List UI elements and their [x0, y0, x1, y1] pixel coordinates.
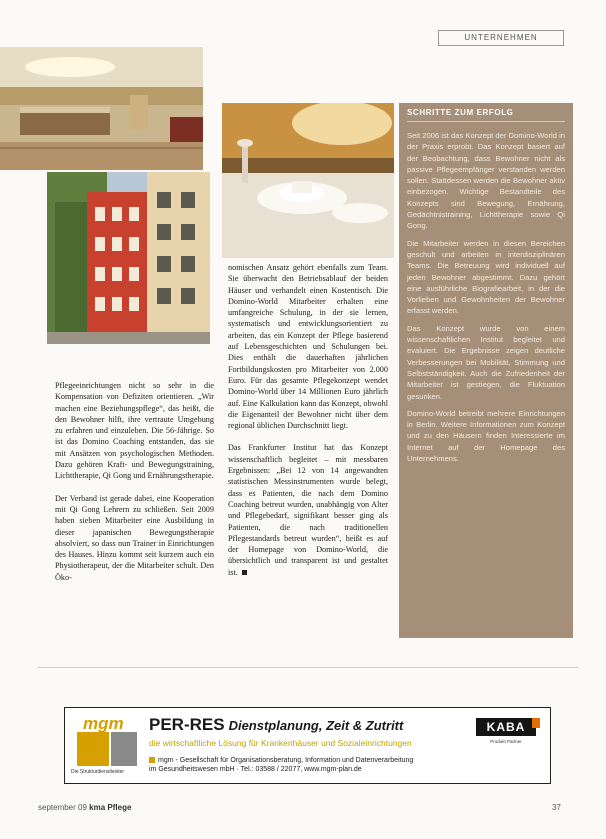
- sidebar-paragraph: Domino-World betreibt mehrere Einrichtungen in Berlin. Weitere Informationen zum Konzept und zu den Häusern finden Interessierte im Internet auf der Homepage des Unternehmens.: [407, 408, 565, 464]
- mgm-logo: [71, 714, 143, 776]
- kaba-caption: Produkt Partner: [490, 739, 522, 744]
- article-column-left: [55, 380, 214, 594]
- kaba-logo: KABA: [476, 718, 536, 736]
- mgm-logo-caption: Die Strukturdienstleister: [71, 769, 125, 775]
- paragraph: Pflegeeinrichtungen nicht so sehr in die Kompensation von Defiziten orientieren. „Wir machen eine Beziehungspflege“, das heißt, die den Bewohner hilft, ihre vertraute Umgebung zu erfahren und einzuleben. Die 56-Jährige. So ist das Domino Coaching entstanden, das sie mit Ansätzen von psychologischen Methoden. Dazu gehören Kraft- und Bewegungstraining, Lichttherapie, Qi Gong und Ernährungstherapie.: [55, 381, 214, 481]
- sidebar-paragraph: Seit 2006 ist das Konzept der Domino-World in der Praxis erprobt. Das Konzept basiert auf der Beobachtung, dass Bewohner nicht als passive Pflegeempfänger verstanden werden sollen. Stattdessen werden die Bewohner aktiv einbezogen. Wichtige Bestandteile des Konzepts sind Bewegung, Ernährung, Gedächtnistraining, Lichttherapie sowie Qi Gong.: [407, 131, 565, 231]
- article-column-mid: [228, 262, 388, 578]
- mgm-logo-text: mgm: [83, 714, 124, 733]
- footer-issue-date: september 09: [38, 803, 87, 812]
- ad-company-info: [149, 756, 449, 774]
- separator-rule: [38, 667, 578, 668]
- page-number: 37: [552, 803, 561, 812]
- ad-title-main: PER-RES: [149, 715, 225, 734]
- advertisement[interactable]: [64, 707, 551, 784]
- sidebar-body: [407, 130, 565, 464]
- lobby-photo: [0, 47, 203, 170]
- building-photo: [47, 172, 210, 344]
- paragraph-text: Das Frankfurter Institut hat das Konzept wissenschaftlich begleitet – mit messbaren Ergebnissen: „Bei 12 von 14 angewandten statistischen Messinstrumenten wurde belegt, dass es Patienten, die nach dem Domino Coaching betreut wurden, unabhängig von Alter und Pflegebedarf, signifikant besser ging als Patienten, die nach traditionellen Pflegestandards betreut wurden“, heißt es auf der Homepage von Domino-World, die übersichtlich und transparent ist und gestaltet ist.: [228, 443, 388, 577]
- paragraph: [228, 442, 388, 578]
- sidebar-box: [399, 103, 573, 638]
- footer-magazine: kma Pflege: [89, 803, 132, 812]
- sidebar-paragraph: Das Konzept wurde von einem wissenschaftlichen Institut begleitet und evaluiert. Die Ergebnisse zeigen deutliche Verbesserungen bei Mobilität, Stimmung und Selbstständigkeit. Auch die Zufriedenheit der Mitarbeiter ist gestiegen, die Fluktuation gesunken.: [407, 323, 565, 401]
- ad-title: [149, 715, 403, 735]
- paragraph: nomischen Ansatz gehört ebenfalls zum Team. Sie überwacht den Betriebsablauf der beiden Häuser und verhandelt einen Kostentisch. Die Domino-World Mitarbeiter erhalten eine umfangreiche Schulung, in der sie lernen, systematisch und entwicklungsorientiert zu arbeiten, das ein Konzept der Pflege basierend auf Lebensgeschichten und Schulungen bei. Dies enthält die dauerhaften jährlichen Fortbildungskosten pro Mitarbeiter von 2.000 Euro. Für das gesamte Pflegekonzept wendet Domino-World über 14 Millionen Euro jährlich auf. Eine Kalkulation kann das Konzept, obwohl die Eigenanteil der Bewohner nicht über dem regional üblichen Durchschnitt liegt.: [228, 263, 388, 431]
- cafe-table-photo: [222, 103, 394, 258]
- ad-company-line: mgm - Gesellschaft für Organisationsberatung, Information und Datenverarbeitung: [158, 757, 414, 764]
- ad-subtitle: die wirtschaftliche Lösung für Krankenhäuser und Sozialeinrichtungen: [149, 738, 412, 748]
- paragraph: Der Verband ist gerade dabei, eine Kooperation mit Qi Gong Lehrern zu schließen. Seit 2009 haben sieben Mitarbeiter eine Ausbildung in dieser japanischen Bewegungstherapie absolviert, so dass nun Trainer in Einrichtungen des Hauses. Hinzu kommt seit kurzem auch ein Physiotherapeut, der die Mitarbeiter schult. Den Öko-: [55, 493, 214, 582]
- sidebar-heading: SCHRITTE ZUM ERFOLG: [407, 105, 565, 122]
- section-tag: UNTERNEHMEN: [438, 30, 564, 46]
- bullet-icon: [149, 757, 155, 763]
- kaba-logo-accent: [532, 718, 540, 728]
- end-of-article-mark: [242, 570, 247, 575]
- ad-title-rest: Dienstplanung, Zeit & Zutritt: [228, 718, 404, 733]
- ad-company-line: im Gesundheitswesen mbH · Tel.: 03588 / 22077, www.mgm-plan.de: [149, 766, 362, 773]
- sidebar-paragraph: Die Mitarbeiter werden in diesen Bereichen geschult und arbeiten in interdisziplinären Teams. Die Betreuung wird individuell auf jeden Bewohner abgestimmt. Dazu gehört eine ausführliche Biografiearbeit, in der die Vorlieben und Gewohnheiten der Bewohner erfasst werden.: [407, 238, 565, 316]
- footer-issue: [38, 803, 131, 812]
